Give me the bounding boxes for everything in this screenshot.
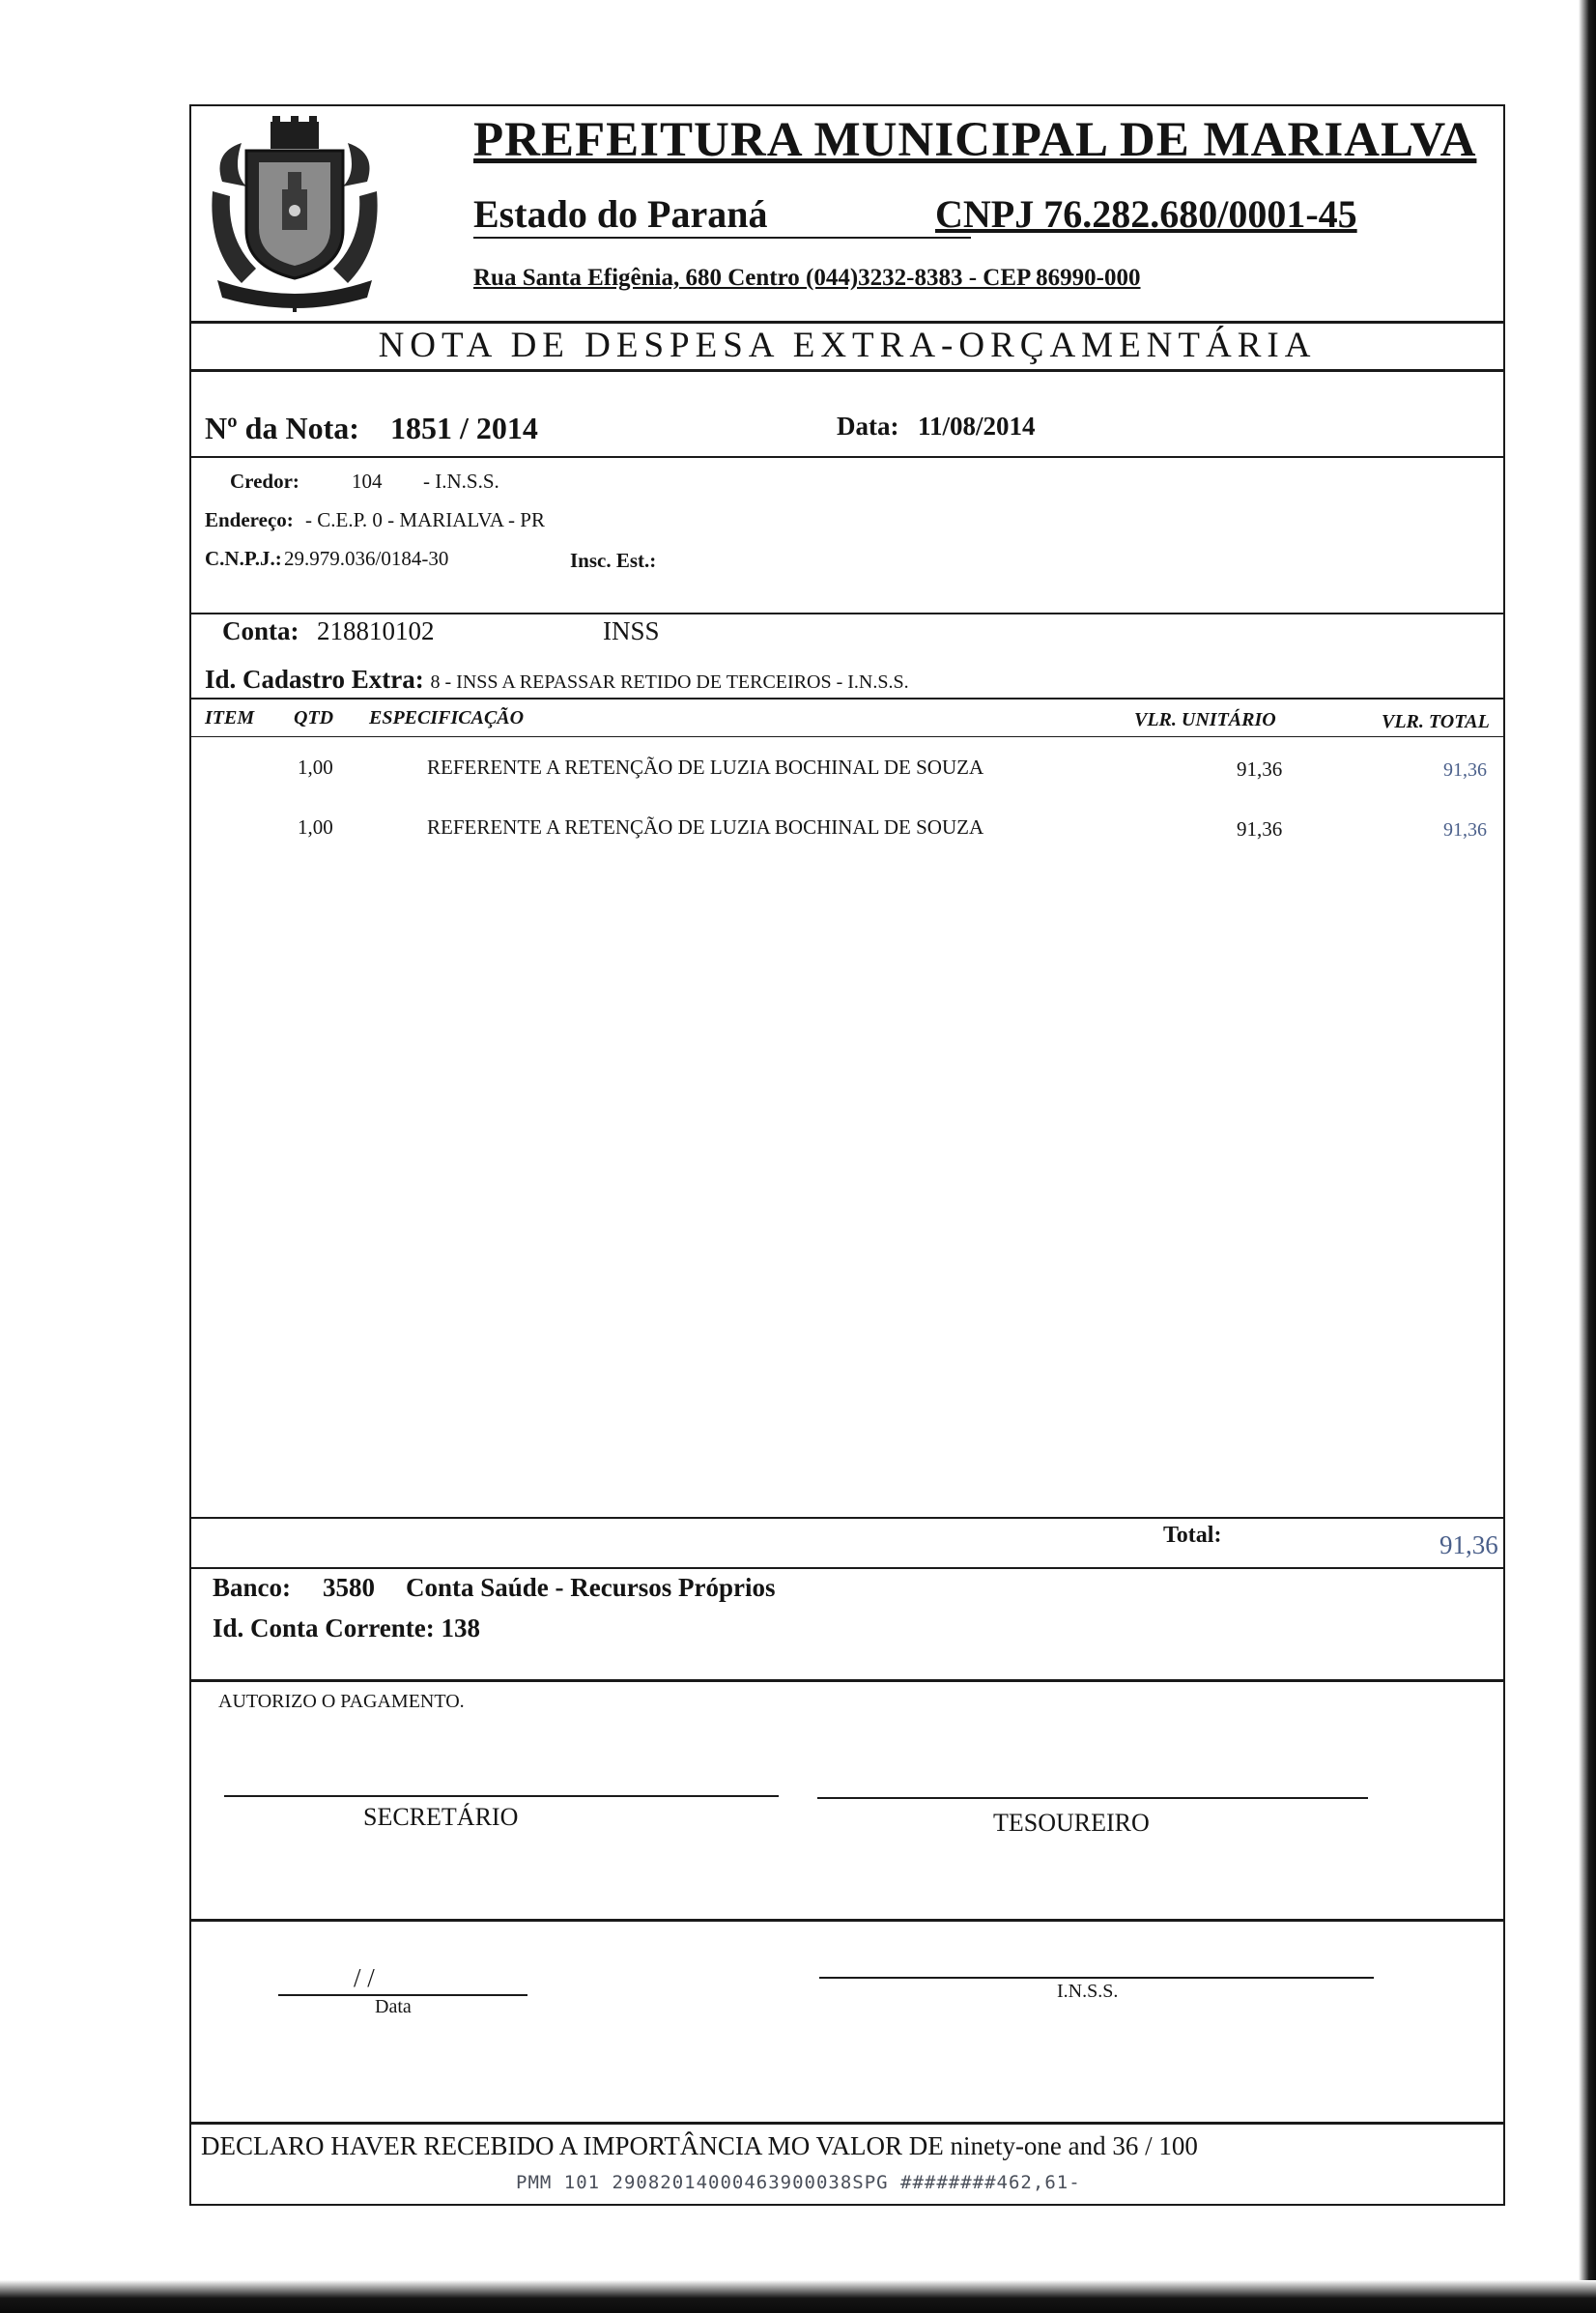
note-number: 1851 / 2014 [390, 411, 538, 445]
creditor-label: Credor: [230, 470, 299, 493]
treasurer-label: TESOUREIRO [993, 1809, 1150, 1837]
municipality-cnpj: CNPJ 76.282.680/0001-45 [935, 192, 1357, 236]
recipient-signature-line [819, 1977, 1374, 1979]
receipt-declaration: DECLARO HAVER RECEBIDO A IMPORTÂNCIA MO VALOR DE ninety-one and 36 / 100 [201, 2131, 1198, 2160]
creditor-cnpj-label: C.N.P.J.: [205, 547, 282, 570]
account-name: INSS [603, 616, 660, 645]
divider [191, 698, 1503, 700]
total-label: Total: [1163, 1523, 1222, 1548]
extra-registration [205, 665, 909, 695]
table-row-specification: REFERENTE A RETENÇÃO DE LUZIA BOCHINAL DE SOUZA [427, 756, 984, 779]
col-unit-value: VLR. UNITÁRIO [1134, 709, 1276, 730]
creditor-cnpj: 29.979.036/0184-30 [284, 547, 449, 570]
expense-note-form [189, 104, 1505, 2206]
account-label: Conta: [222, 616, 299, 645]
col-total-value: VLR. TOTAL [1382, 711, 1490, 732]
table-row-qty: 1,00 [298, 756, 333, 779]
secretary-signature-line [224, 1795, 779, 1797]
divider [191, 736, 1503, 737]
receipt-date-label: Data [375, 1996, 412, 2017]
divider [191, 369, 1503, 372]
document-title: NOTA DE DESPESA EXTRA-ORÇAMENTÁRIA [378, 326, 1317, 365]
address-value: - C.E.P. 0 - MARIALVA - PR [305, 508, 545, 531]
receipt-date-slashes: / / [354, 1963, 375, 1992]
page-edge-shadow-right [1579, 0, 1596, 2313]
note-date-label: Data: [837, 412, 899, 441]
extra-registration-label: Id. Cadastro Extra: [205, 665, 424, 694]
table-row-unit-value: 91,36 [1237, 817, 1283, 841]
treasurer-signature-line [817, 1797, 1368, 1799]
total-value: 91,36 [1439, 1530, 1498, 1559]
note-number-label: Nº da Nota: [205, 411, 359, 445]
divider [191, 456, 1503, 458]
state-registration-label: Insc. Est.: [570, 549, 657, 572]
table-row-total-value: 91,36 [1443, 759, 1487, 781]
col-specification: ESPECIFICAÇÃO [369, 707, 525, 728]
municipal-crest-icon [203, 114, 386, 312]
divider [191, 321, 1503, 324]
col-item: ITEM [205, 707, 255, 728]
table-row-qty: 1,00 [298, 815, 333, 839]
payment-stamp: PMM 101 29082014000463900038SPG ########462,61- [516, 2172, 1081, 2193]
address-label: Endereço: [205, 508, 294, 531]
table-row-total-value: 91,36 [1443, 819, 1487, 841]
table-row-specification: REFERENTE A RETENÇÃO DE LUZIA BOCHINAL DE SOUZA [427, 815, 984, 839]
extra-registration-value: 8 - INSS A REPASSAR RETIDO DE TERCEIROS - I.N.S.S. [430, 671, 909, 693]
divider [191, 1567, 1503, 1569]
account-number: 218810102 [317, 616, 435, 645]
page-edge-shadow-bottom [0, 2280, 1596, 2313]
bank-label: Banco: [213, 1573, 291, 1602]
state-name: Estado do Paraná [473, 191, 971, 239]
municipality-address: Rua Santa Efigênia, 680 Centro (044)3232-8383 - CEP 86990-000 [473, 265, 1141, 291]
divider [191, 613, 1503, 614]
note-date: 11/08/2014 [918, 412, 1036, 441]
table-row-unit-value: 91,36 [1237, 757, 1283, 781]
secretary-label: SECRETÁRIO [363, 1803, 519, 1831]
recipient-name: I.N.S.S. [1057, 1981, 1119, 2002]
creditor-name: - I.N.S.S. [423, 470, 499, 493]
bank-code: 3580 [323, 1573, 375, 1602]
divider [191, 1517, 1503, 1519]
creditor-code: 104 [352, 470, 383, 493]
bank-name: Conta Saúde - Recursos Próprios [406, 1573, 776, 1602]
divider [191, 1919, 1503, 1922]
authorization-text: AUTORIZO O PAGAMENTO. [218, 1691, 465, 1712]
municipality-title: PREFEITURA MUNICIPAL DE MARIALVA [473, 113, 1477, 167]
divider [191, 1679, 1503, 1682]
divider [191, 2122, 1503, 2125]
checking-account-id: Id. Conta Corrente: 138 [213, 1613, 480, 1642]
col-qtd: QTD [294, 707, 334, 728]
